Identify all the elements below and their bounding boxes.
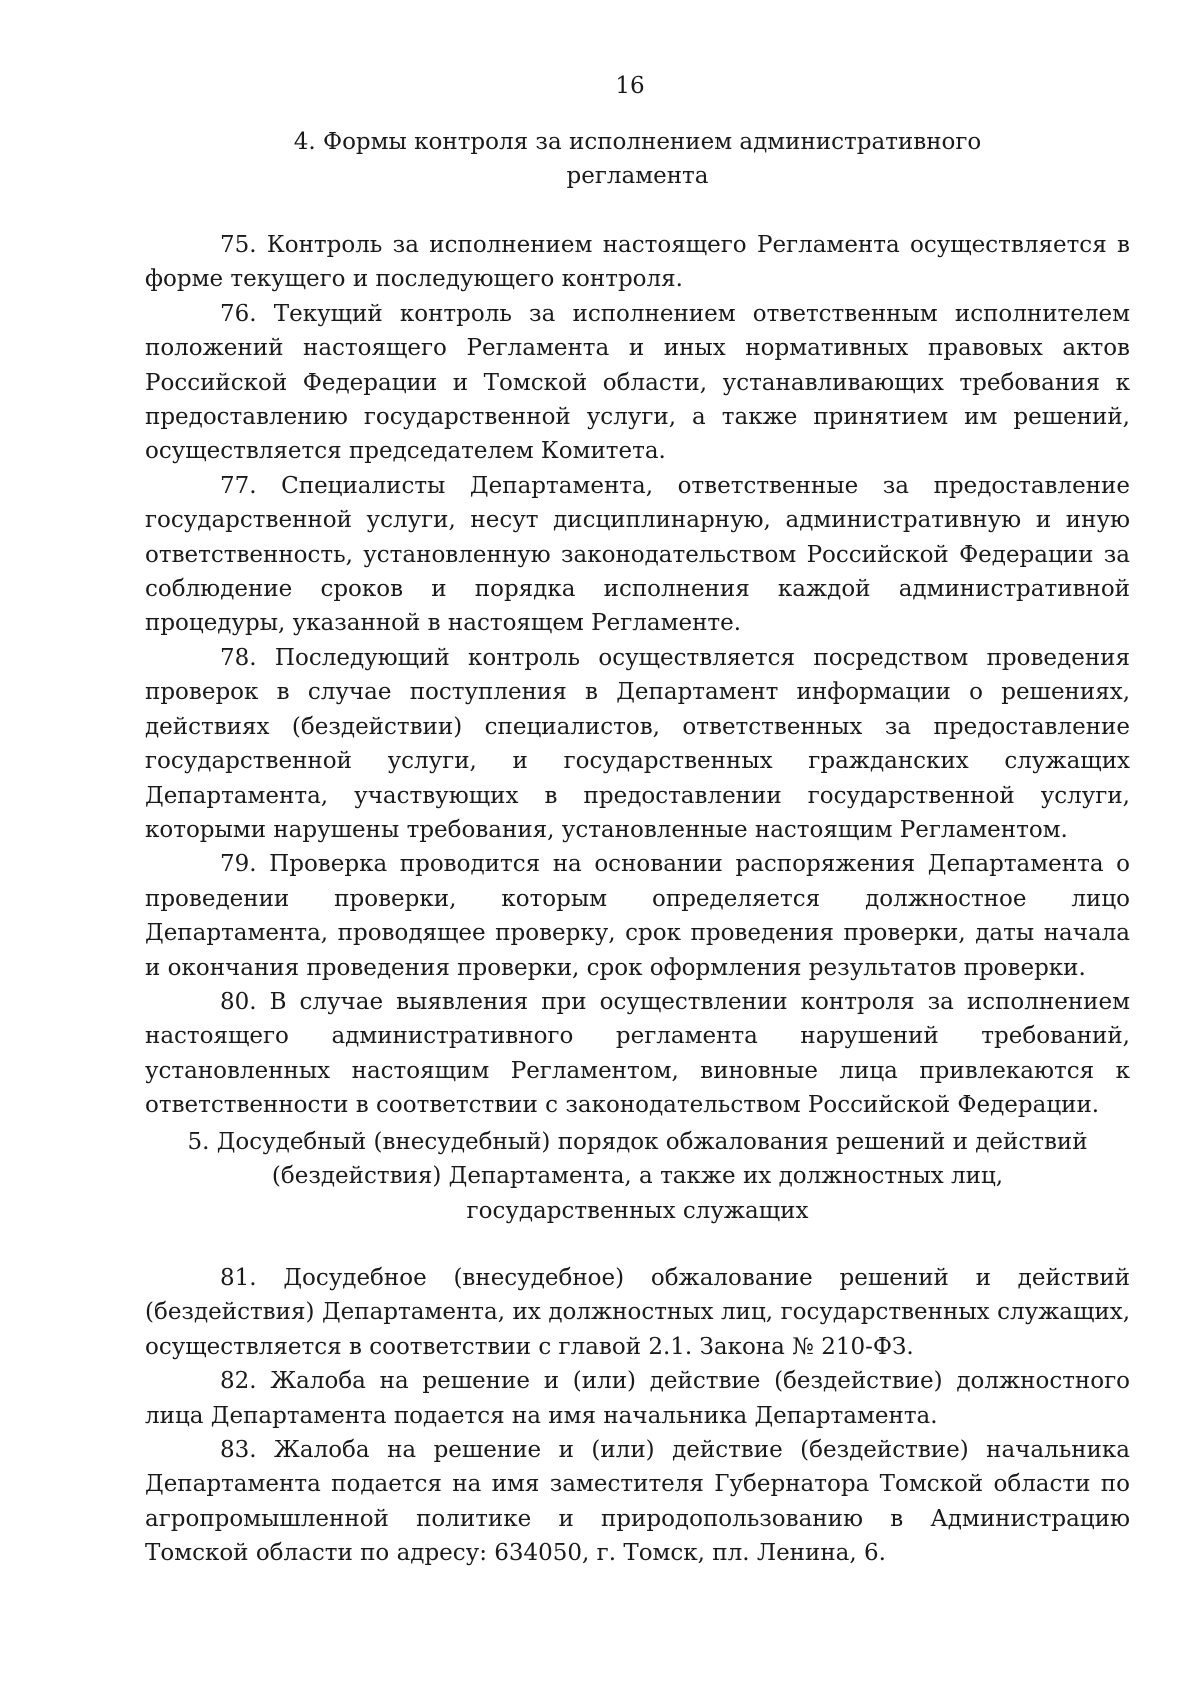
section-4-body (145, 228, 1130, 1123)
section-title-line: 4. Формы контроля за исполнением административного (293, 129, 982, 155)
paragraph-83: 83. Жалоба на решение и (или) действие (бездействие) начальника Департамента подается на имя заместителя Губернатора Томской области по агропромышленной политике и природопользованию в Администрацию Томской области по адресу: 634050, г. Томск, пл. Ленина, 6. (145, 1437, 1130, 1567)
section-title-line: 5. Досудебный (внесудебный) порядок обжалования решений и действий (187, 1129, 1088, 1155)
section-5-body (145, 1261, 1130, 1571)
paragraph-82: 82. Жалоба на решение и (или) действие (бездействие) должностного лица Департамента подается на имя начальника Департамента. (145, 1368, 1130, 1429)
section-title-line: (бездействия) Департамента, а также их должностных лиц, (271, 1163, 1004, 1190)
paragraph-77: 77. Специалисты Департамента, ответственные за предоставление государственной услуги, несут дисциплинарную, административную и иную ответственность, установленную законодательством Российской Федерации за соблюдение сроков и порядка исполнения каждой административной процедуры, указанной в настоящем Регламенте. (145, 472, 1130, 637)
page-number: 16 (615, 73, 645, 99)
paragraph-78: 78. Последующий контроль осуществляется посредством проведения проверок в случае поступления в Департамент информации о решениях, действиях (бездействии) специалистов, ответственных за предоставление государственной услуги, и государственных гражданских служащих Департамента, участвующих в предоставлении государственной услуги, которыми нарушены требования, установленные настоящим Регламентом. (145, 644, 1130, 843)
section-title-line: государственных служащих (466, 1197, 809, 1224)
section-4-title (145, 125, 1130, 194)
paragraph-81: 81. Досудебное (внесудебное) обжалование решений и действий (бездействия) Департамента, их должностных лиц, государственных служащих, осуществляется в соответствии с главой 2.1. Закона № 210-ФЗ. (145, 1265, 1130, 1360)
section-title-line: регламента (566, 163, 709, 190)
paragraph-79: 79. Проверка проводится на основании распоряжения Департамента о проведении проверки, которым определяется должностное лицо Департамента, проводящее проверку, срок проведения проверки, даты начала и окончания проведения проверки, срок оформления результатов проверки. (145, 851, 1130, 981)
paragraph-80: 80. В случае выявления при осуществлении контроля за исполнением настоящего административного регламента нарушений требований, установленных настоящим Регламентом, виновные лица привлекаются к ответственности в соответствии с законодательством Российской Федерации. (145, 988, 1130, 1119)
paragraph-75: 75. Контроль за исполнением настоящего Регламента осуществляется в форме текущего и последующего контроля. (145, 232, 1130, 293)
section-5-title (145, 1125, 1130, 1228)
paragraph-76: 76. Текущий контроль за исполнением ответственным исполнителем положений настоящего Регламента и иных нормативных правовых актов Российской Федерации и Томской области, устанавливающих требования к предоставлению государственной услуги, а также принятием им решений, осуществляется председателем Комитета. (145, 300, 1130, 465)
